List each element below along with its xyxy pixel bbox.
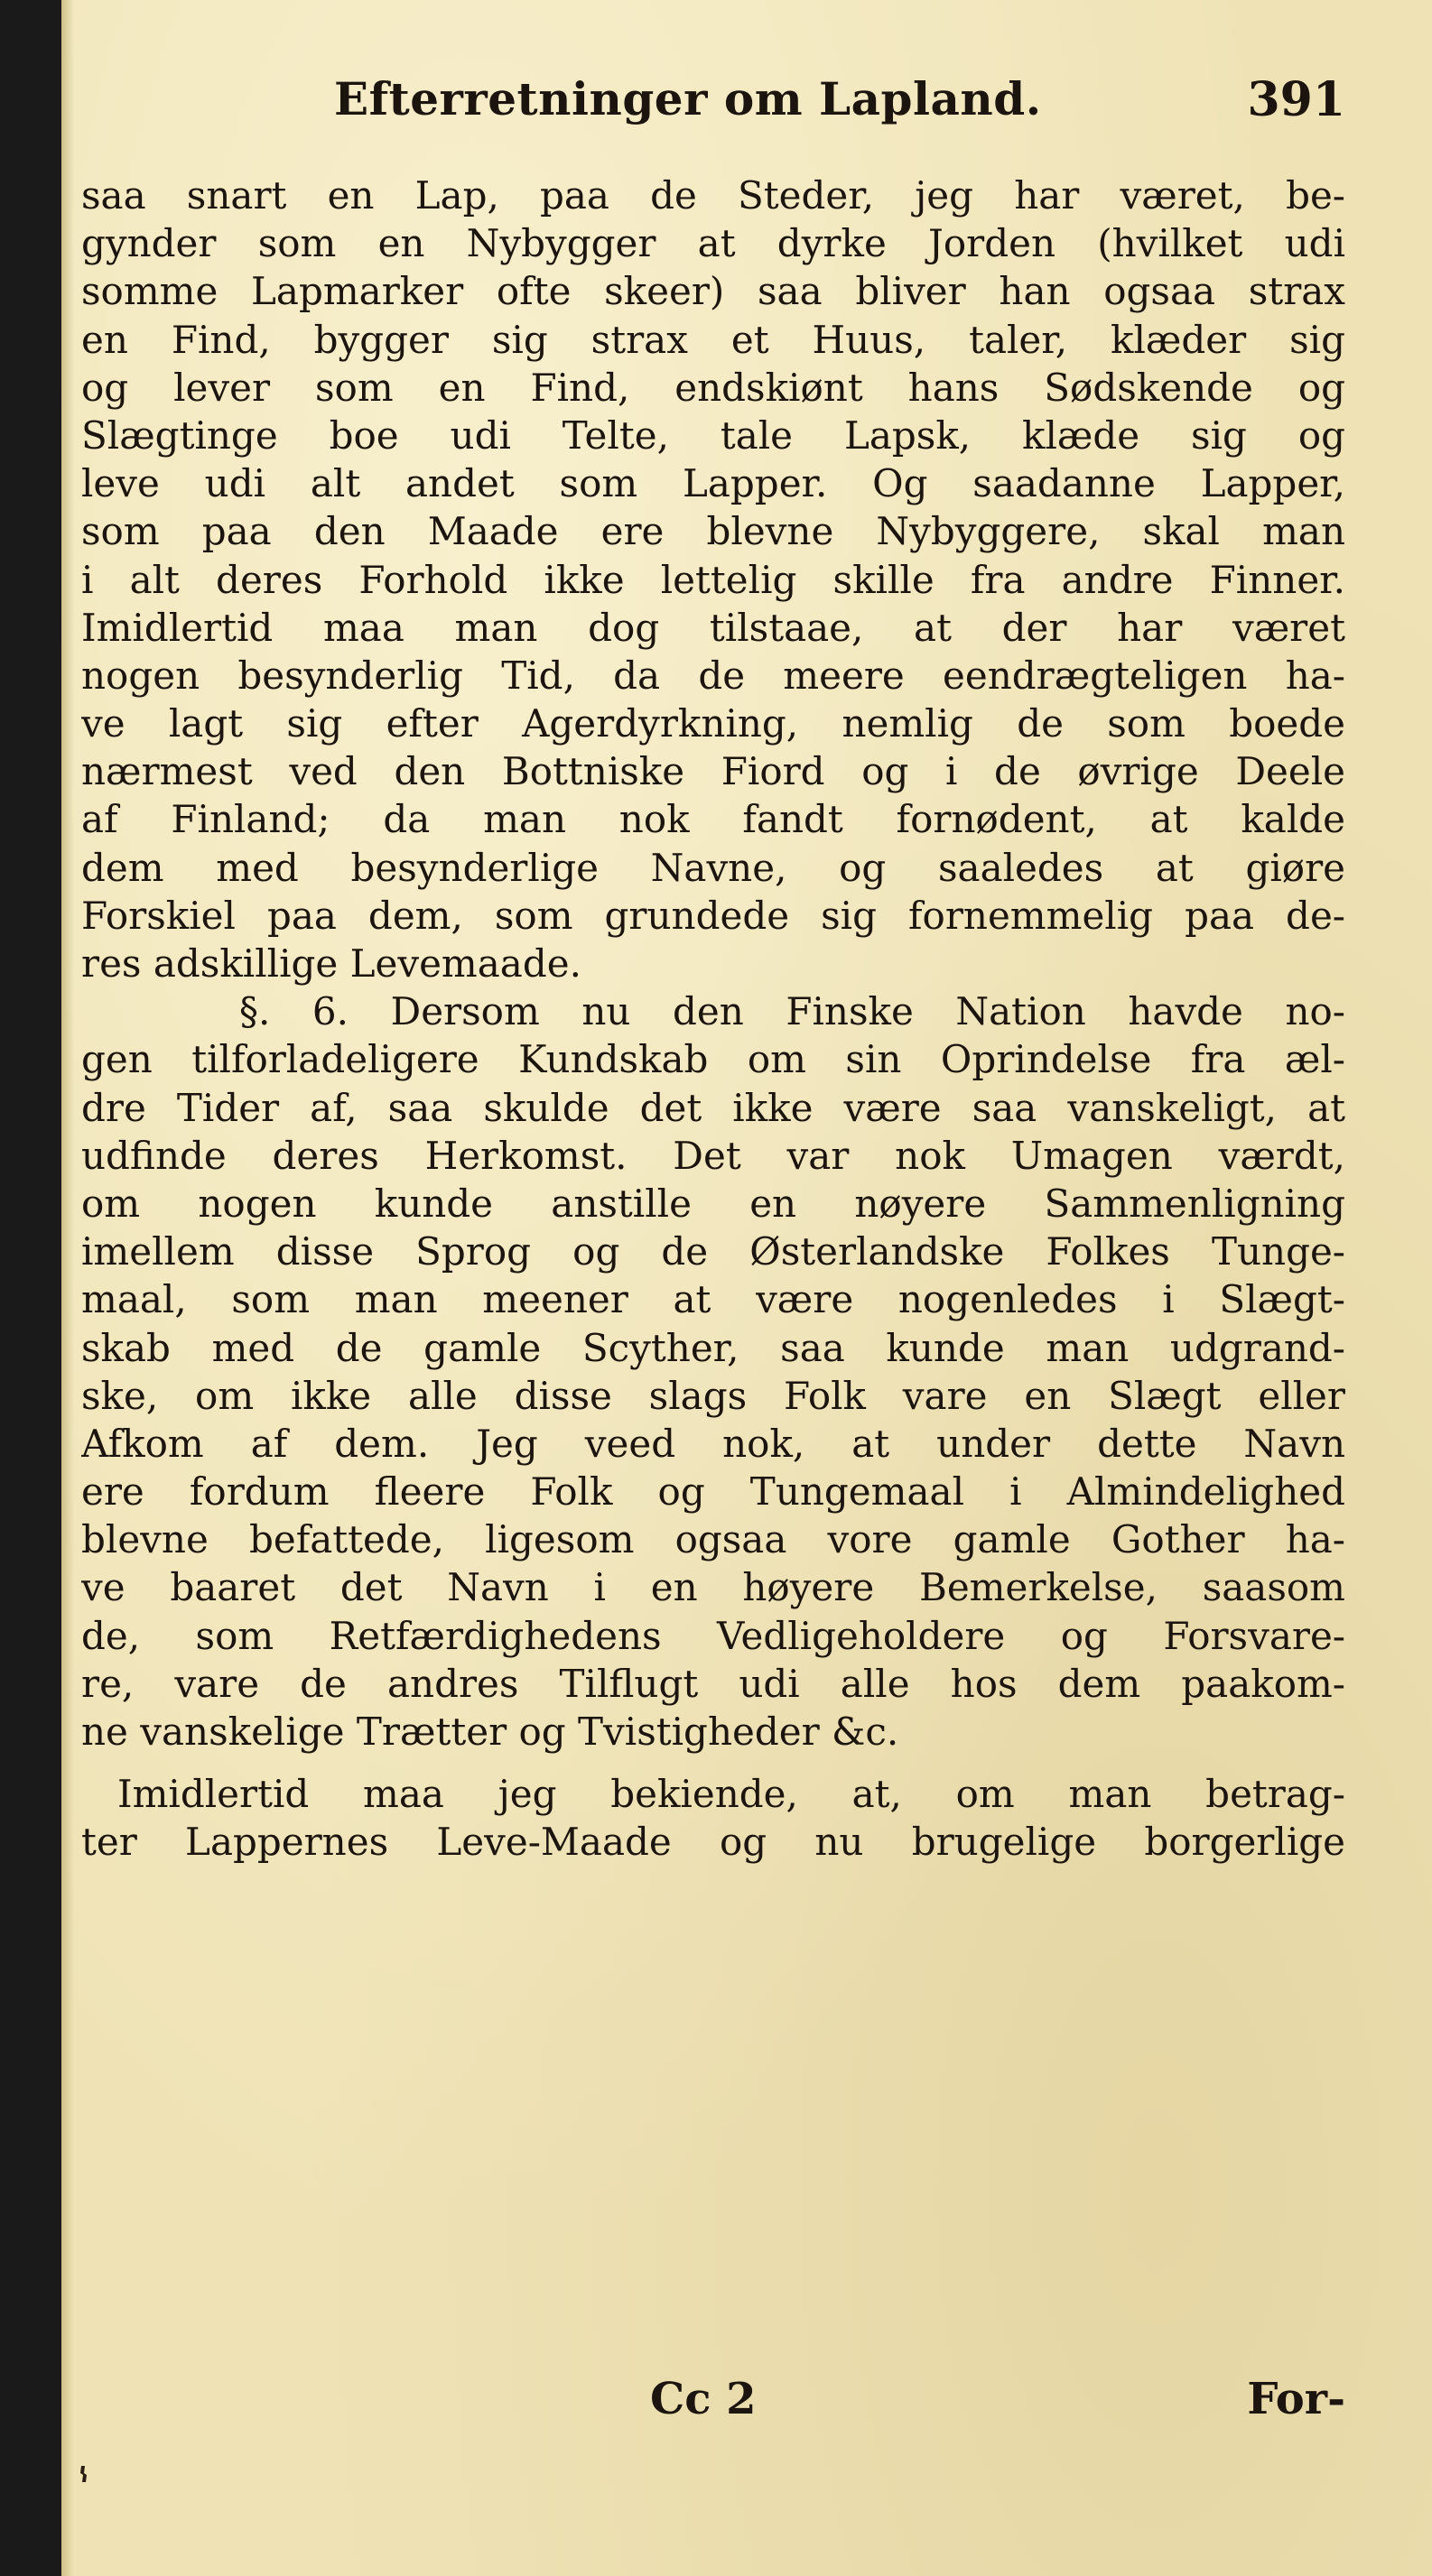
text-line: somme Lapmarker ofte skeer) saa bliver han ogsaa strax xyxy=(81,269,1345,314)
text-line: ske, om ikke alle disse slags Folk vare en Slægt eller xyxy=(81,1373,1345,1418)
text-line: om nogen kunde anstille en nøyere Sammenligning xyxy=(81,1181,1345,1226)
paragraph-3 xyxy=(81,1770,1345,1866)
text-line: saa snart en Lap, paa de Steder, jeg har været, be- xyxy=(81,173,1345,218)
text-body xyxy=(81,171,1345,1867)
paragraph-2 xyxy=(81,987,1345,1756)
text-line: dre Tider af, saa skulde det ikke være saa vanskeligt, at xyxy=(81,1085,1345,1130)
page-number: 391 xyxy=(1247,72,1345,127)
text-line: gynder som en Nybygger at dyrke Jorden (hvilket udi xyxy=(81,221,1345,266)
signature-mark: Cc 2 xyxy=(650,2374,757,2424)
text-line: de, som Retfærdighedens Vedligeholdere og Forsvare- xyxy=(81,1613,1345,1658)
text-line: skab med de gamle Scyther, saa kunde man udgrand- xyxy=(81,1325,1345,1370)
text-line: ne vanskelige Trætter og Tvistigheder &c. xyxy=(81,1710,899,1754)
text-line: ter Lappernes Leve-Maade og nu brugelige borgerlige xyxy=(81,1820,1345,1865)
text-line: udfinde deres Herkomst. Det var nok Umagen værdt, xyxy=(81,1133,1345,1178)
text-line: i alt deres Forhold ikke lettelig skille fra andre Finner. xyxy=(81,557,1345,602)
text-line: Imidlertid maa man dog tilstaae, at der har været xyxy=(81,605,1345,650)
text-line: leve udi alt andet som Lapper. Og saadanne Lapper, xyxy=(81,461,1345,506)
text-line: blevne befattede, ligesom ogsaa vore gamle Gother ha- xyxy=(81,1517,1345,1562)
text-line: af Finland; da man nok fandt fornødent, at kalde xyxy=(81,797,1345,842)
text-line: Imidlertid maa jeg bekiende, at, om man betrag- xyxy=(117,1772,1345,1817)
text-line: res adskillige Levemaade. xyxy=(81,941,581,986)
text-line: nogen besynderlig Tid, da de meere eendrægteligen ha- xyxy=(81,653,1345,698)
text-line: Slægtinge boe udi Telte, tale Lapsk, klæde sig og xyxy=(81,412,1345,458)
text-line: og lever som en Find, endskiønt hans Sødskende og xyxy=(81,365,1345,410)
text-line: Forskiel paa dem, som grundede sig fornemmelig paa de- xyxy=(81,893,1345,938)
text-line: dem med besynderlige Navne, og saaledes at giøre xyxy=(81,845,1345,890)
page-footer xyxy=(81,2374,1345,2437)
text-line: ve lagt sig efter Agerdyrkning, nemlig de som boede xyxy=(81,701,1345,746)
text-line: maal, som man meener at være nogenledes i Slægt- xyxy=(81,1277,1345,1322)
text-line: nærmest ved den Bottniske Fiord og i de øvrige Deele xyxy=(81,749,1345,794)
catchword: For- xyxy=(1247,2374,1345,2424)
text-line: gen tilforladeligere Kundskab om sin Oprindelse fra æl- xyxy=(81,1037,1345,1082)
paragraph-gap xyxy=(81,1756,1345,1770)
page-header xyxy=(334,63,1345,153)
ink-speck-icon xyxy=(78,2464,92,2484)
text-line: ere fordum fleere Folk og Tungemaal i Almindelighed xyxy=(81,1469,1345,1515)
running-head: Efterretninger om Lapland. xyxy=(334,72,1042,125)
text-line: re, vare de andres Tilflugt udi alle hos dem paakom- xyxy=(81,1661,1345,1706)
text-line: imellem disse Sprog og de Østerlandske Folkes Tunge- xyxy=(81,1229,1345,1274)
text-line: ve baaret det Navn i en høyere Bemerkelse, saasom xyxy=(81,1565,1345,1610)
text-line: Afkom af dem. Jeg veed nok, at under dette Navn xyxy=(81,1421,1345,1466)
text-line: som paa den Maade ere blevne Nybyggere, skal man xyxy=(81,509,1345,554)
text-line: en Find, bygger sig strax et Huus, taler, klæder sig xyxy=(81,317,1345,362)
page-gutter-shadow xyxy=(61,0,74,2576)
paragraph-1 xyxy=(81,171,1345,987)
section-heading-line: §. 6. Dersom nu den Finske Nation havde no- xyxy=(239,989,1345,1034)
